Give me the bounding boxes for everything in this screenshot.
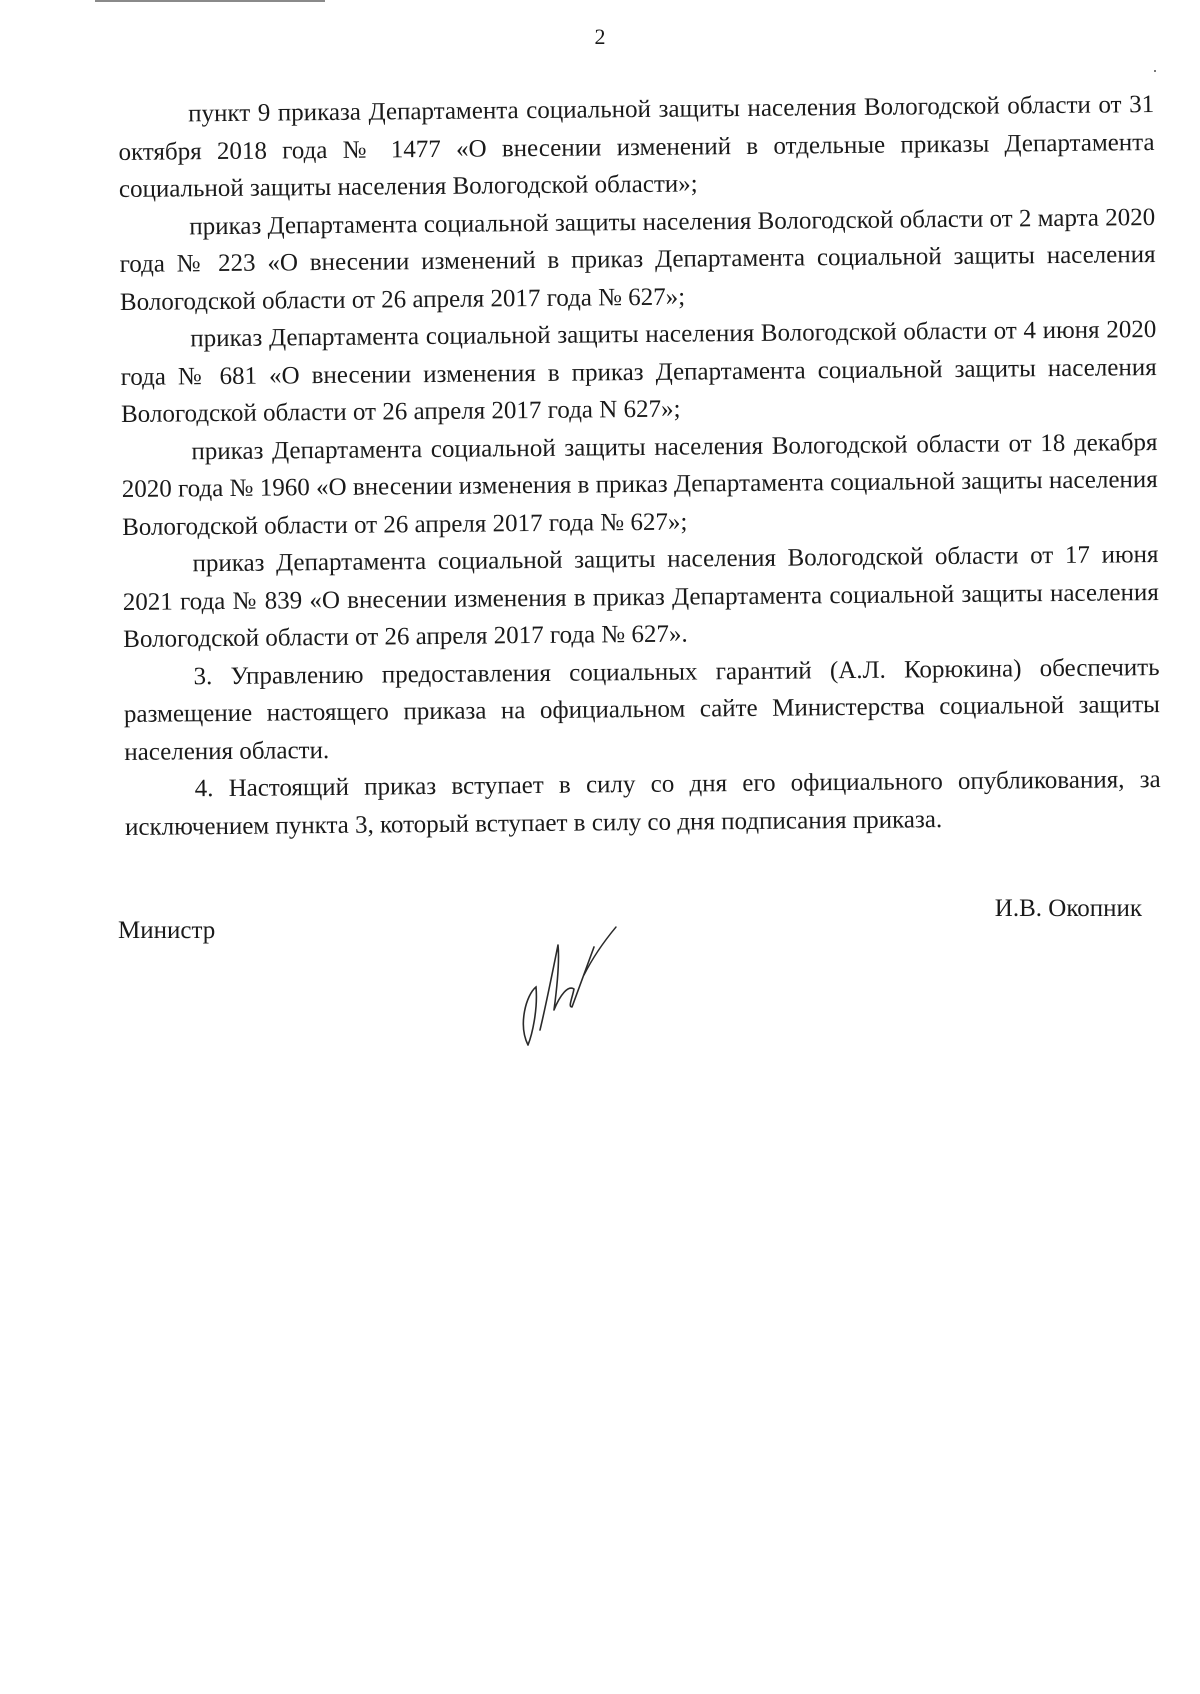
scan-top-rule: [95, 0, 325, 2]
paragraph-order-681: приказ Департамента социальной защиты населения Вологодской области от 4 июня 2020 года № 681 «О внесении изменения в приказ Департамента социальной защиты населения Вологодской области от 26 апреля 2017 года N 627»;: [120, 316, 1157, 428]
paragraph-order-839: приказ Департамента социальной защиты населения Вологодской области от 17 июня 2021 года № 839 «О внесении изменения в приказ Департамента социальной защиты населения Вологодской области от 26 апреля 2017 года № 627».: [122, 541, 1159, 653]
paragraph-order-1960: приказ Департамента социальной защиты населения Вологодской области от 18 декабря 2020 года № 1960 «О внесении изменения в приказ Департамента социальной защиты населения Вологодской области от 26 апреля 2017 года № 627»;: [121, 428, 1158, 541]
signatory-name: И.В. Окопник: [994, 895, 1142, 922]
paragraph-clause-3: 3. Управлению предоставления социальных гарантий (А.Л. Корюкина) обеспечить размещение настоящего приказа на официальном сайте Министерства социальной защиты населения области.: [123, 653, 1161, 766]
document-body: [118, 86, 1161, 846]
paragraph-order-223: приказ Департамента социальной защиты населения Вологодской области от 2 марта 2020 года № 223 «О внесении изменений в приказ Департамента социальной защиты населения Вологодской области от 26 апреля 2017 года № 627»;: [119, 203, 1156, 316]
paragraph-clause-4: 4. Настоящий приказ вступает в силу со дня его официального опубликования, за исключением пункта 3, который вступает в силу со дня подписания приказа.: [124, 766, 1161, 841]
handwritten-signature: [488, 915, 628, 1055]
paragraph-item-9-order-1477: пункт 9 приказа Департамента социальной защиты населения Вологодской области от 31 октября 2018 года № 1477 «О внесении изменений в отдельные приказы Департамента социальной защиты населения Вологодской области»;: [118, 91, 1155, 203]
signature-block: [118, 895, 1154, 1065]
page-number: 2: [594, 24, 606, 49]
signatory-title: Министр: [118, 917, 216, 944]
scan-speck: [1154, 70, 1156, 72]
